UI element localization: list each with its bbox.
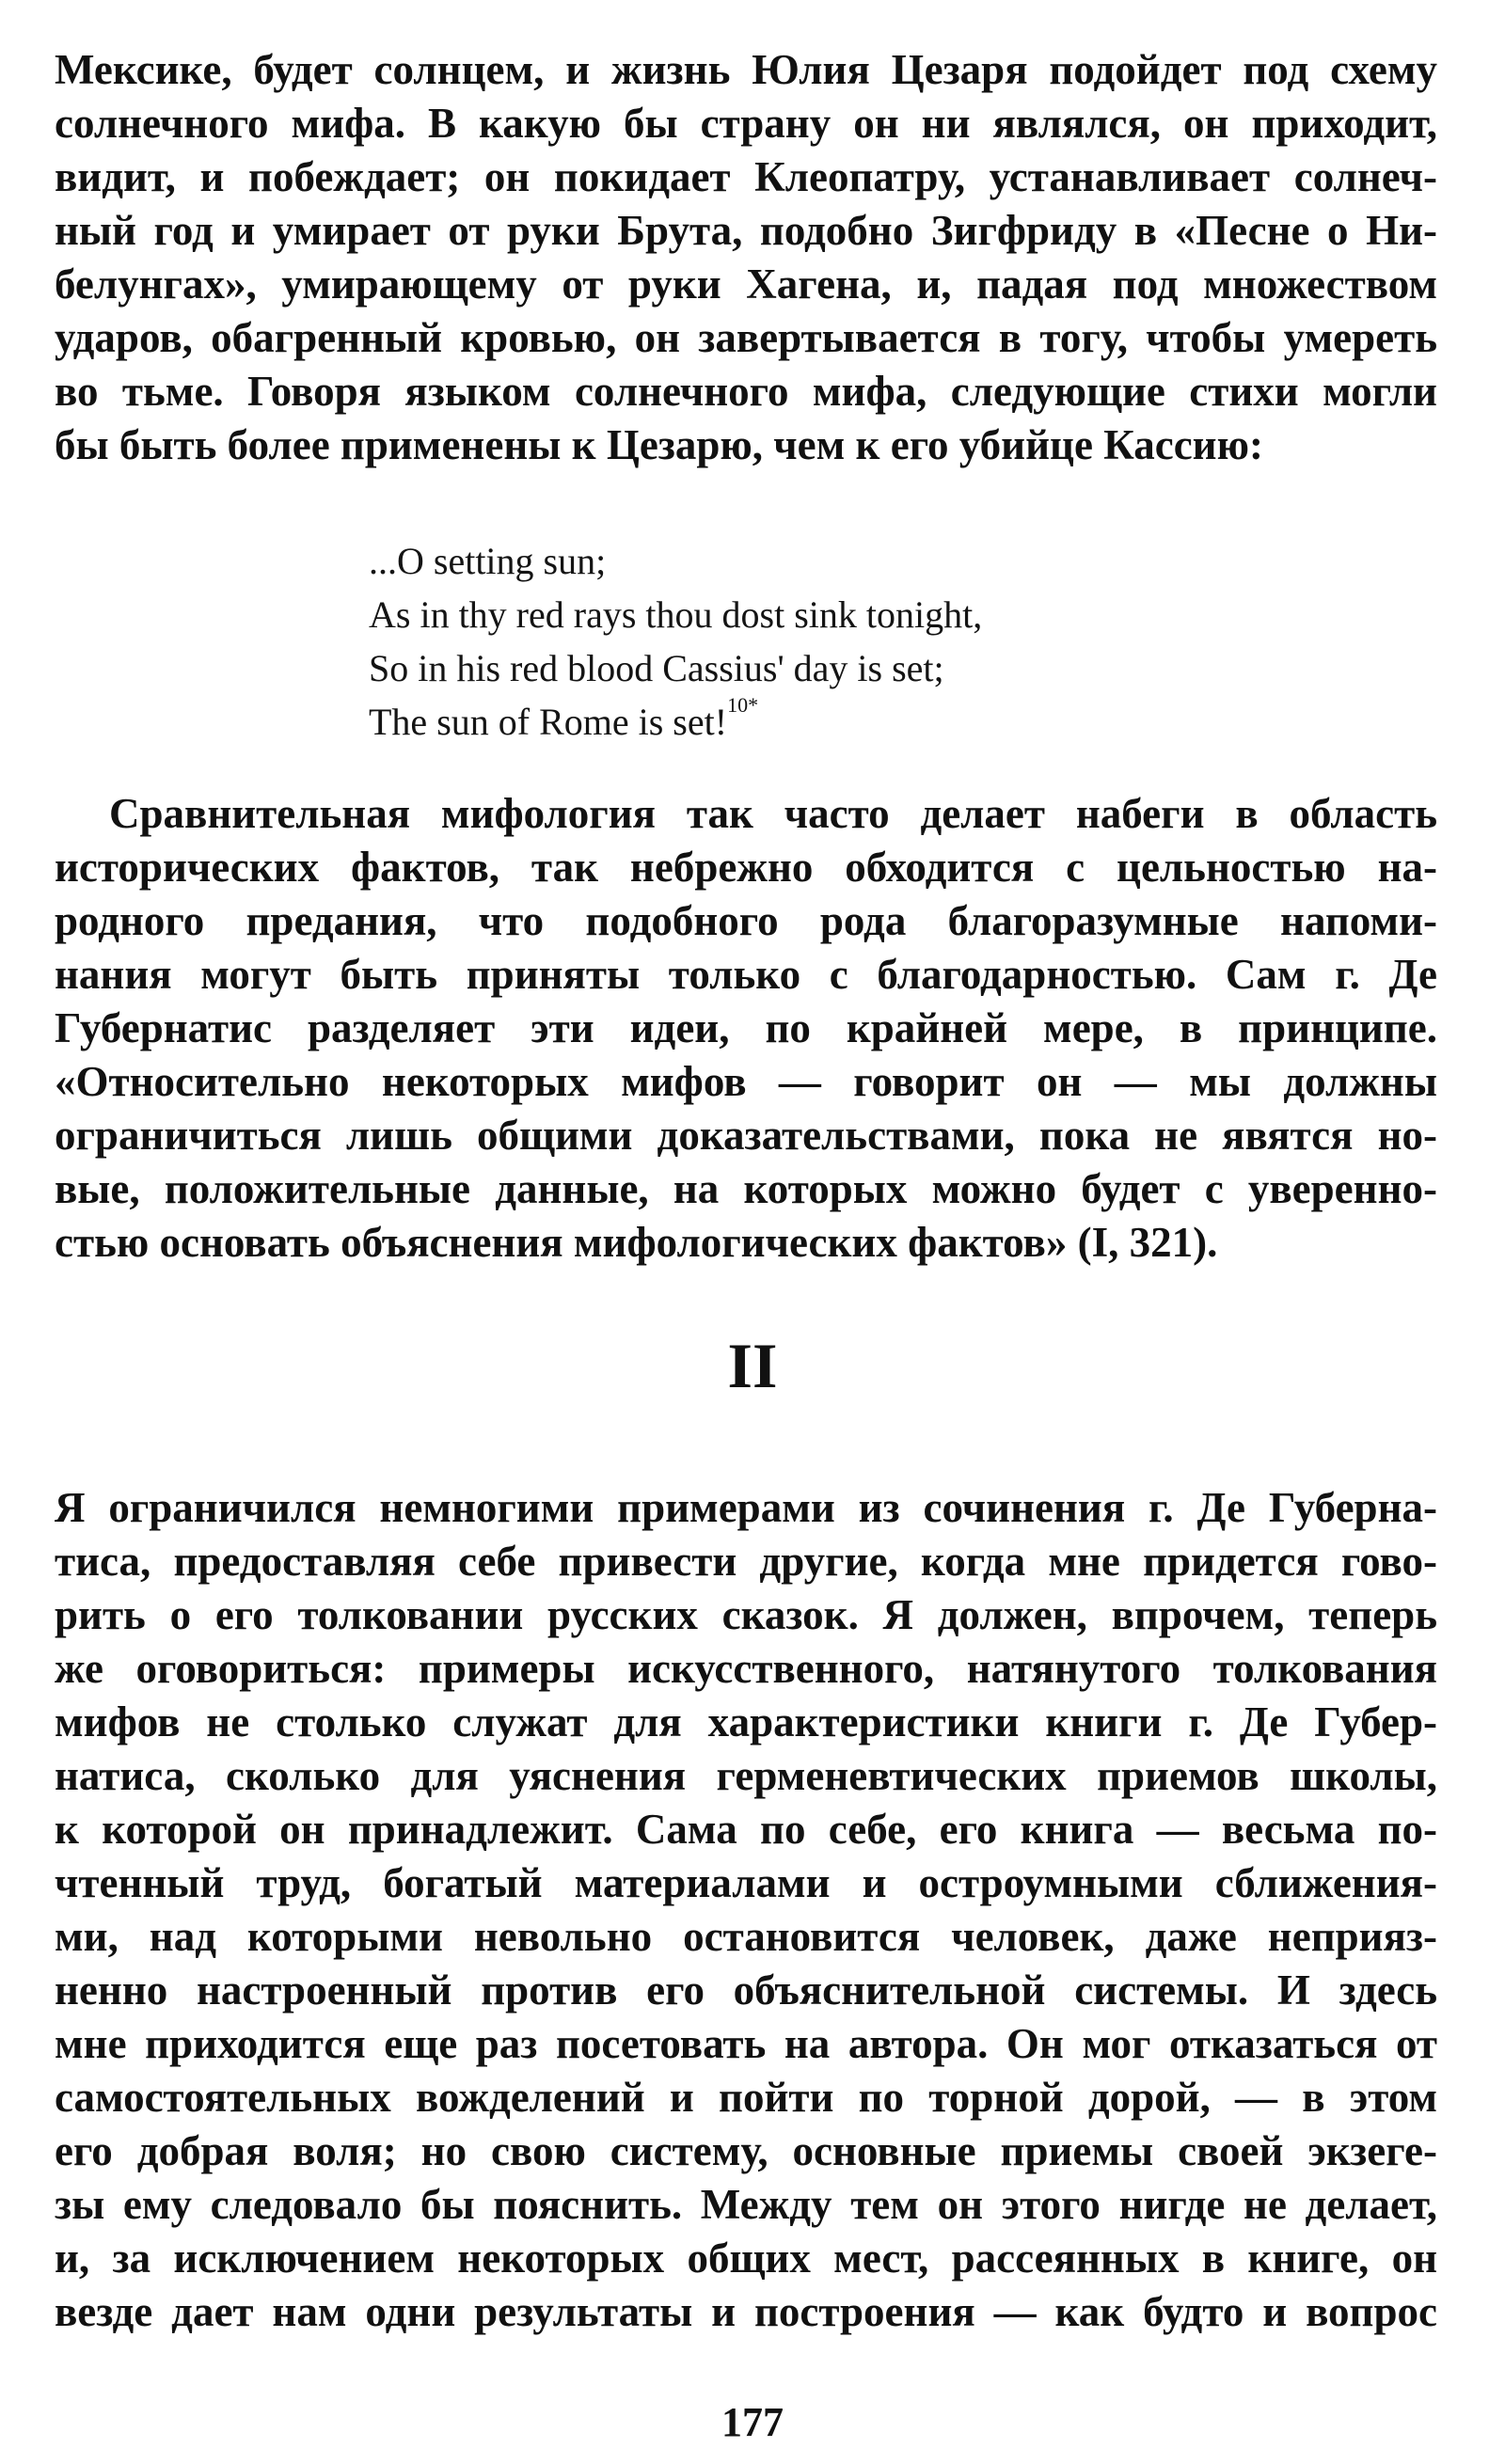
text-line: во тьме. Говоря языком солнечного мифа, следующие стихи могли bbox=[55, 368, 1437, 415]
section-heading: II bbox=[727, 1330, 778, 1401]
paragraph-2 bbox=[55, 787, 1437, 1270]
text-line: рить о его толковании русских сказок. Я должен, впрочем, теперь bbox=[55, 1591, 1437, 1638]
footnote-mark: 10* bbox=[727, 693, 759, 717]
text-line: «Относительно некоторых мифов — говорит он — мы должны bbox=[55, 1058, 1437, 1105]
text-line: исторических фактов, так небрежно обходится с цельностью на- bbox=[55, 844, 1437, 891]
text-line: бы быть более применены к Цезарю, чем к его убийце Кассию: bbox=[55, 421, 1263, 468]
text-line: ограничиться лишь общими доказательствами, пока не явятся но- bbox=[55, 1112, 1437, 1159]
text-line: стью основать объяснения мифологических фактов» (I, 321). bbox=[55, 1219, 1218, 1266]
text-line: мифов не столько служат для характеристики книги г. Де Губер- bbox=[55, 1698, 1437, 1745]
text-line: белунгах», умирающему от руки Хагена, и, падая под множеством bbox=[55, 261, 1437, 308]
verse-line: So in his red blood Cassius' day is set; bbox=[369, 647, 944, 689]
text-line: чтенный труд, богатый материалами и остроумными сближения- bbox=[55, 1859, 1437, 1906]
paragraph-1 bbox=[55, 43, 1437, 472]
text-line: нания могут быть приняты только с благодарностью. Сам г. Де bbox=[55, 951, 1437, 998]
text-line: мне приходится еще раз посетовать на автора. Он мог отказаться от bbox=[55, 2020, 1437, 2067]
text-line: Губернатис разделяет эти идеи, по крайней мере, в принципе. bbox=[55, 1004, 1437, 1051]
text-line: Я ограничился немногими примерами из сочинения г. Де Губерна- bbox=[55, 1484, 1437, 1531]
text-line: зы ему следовало бы пояснить. Между тем он этого нигде не делает, bbox=[55, 2181, 1437, 2228]
verse-line: As in thy red rays thou dost sink tonight, bbox=[369, 593, 983, 636]
text-line: Сравнительная мифология так часто делает набеги в область bbox=[109, 790, 1437, 837]
text-line: же оговориться: примеры искусственного, натянутого толкования bbox=[55, 1645, 1437, 1692]
page-number: 177 bbox=[721, 2399, 784, 2445]
text-line: его добрая воля; но свою систему, основные приемы своей экзеге- bbox=[55, 2127, 1437, 2174]
text-line: родного предания, что подобного рода благоразумные напоми- bbox=[55, 897, 1437, 944]
verse-line-text: The sun of Rome is set! bbox=[369, 701, 728, 743]
text-line: натиса, сколько для уяснения герменевтических приемов школы, bbox=[55, 1752, 1437, 1799]
text-line: самостоятельных вожделений и пойти по торной дорой, — в этом bbox=[55, 2074, 1437, 2121]
text-line: ми, над которыми невольно остановится человек, даже неприяз- bbox=[55, 1913, 1437, 1960]
paragraph-3 bbox=[55, 1481, 1437, 2339]
verse-line-last bbox=[369, 695, 1215, 749]
text-line: везде дает нам одни результаты и построения — как будто и вопрос bbox=[55, 2288, 1437, 2335]
text-line: Мексике, будет солнцем, и жизнь Юлия Цезаря подойдет под схему bbox=[55, 46, 1437, 93]
text-line: тиса, предоставляя себе привести другие, когда мне придется гово- bbox=[55, 1538, 1437, 1585]
verse-line: ...O setting sun; bbox=[369, 540, 607, 582]
text-line: и, за исключением некоторых общих мест, рассеянных в книге, он bbox=[55, 2235, 1437, 2282]
text-line: видит, и побеждает; он покидает Клеопатру, устанавливает солнеч- bbox=[55, 153, 1437, 200]
text-line: к которой он принадлежит. Сама по себе, его книга — весьма по- bbox=[55, 1806, 1437, 1853]
text-line: ударов, обагренный кровью, он завертывается в тогу, чтобы умереть bbox=[55, 314, 1437, 361]
text-line: ный год и умирает от руки Брута, подобно Зигфриду в «Песне о Ни- bbox=[55, 207, 1437, 254]
text-line: вые, положительные данные, на которых можно будет с уверенно- bbox=[55, 1165, 1437, 1212]
text-line: ненно настроенный против его объяснительной системы. И здесь bbox=[55, 1966, 1437, 2014]
verse-quotation bbox=[369, 534, 1215, 749]
text-line: солнечного мифа. В какую бы страну он ни являлся, он приходит, bbox=[55, 100, 1437, 147]
